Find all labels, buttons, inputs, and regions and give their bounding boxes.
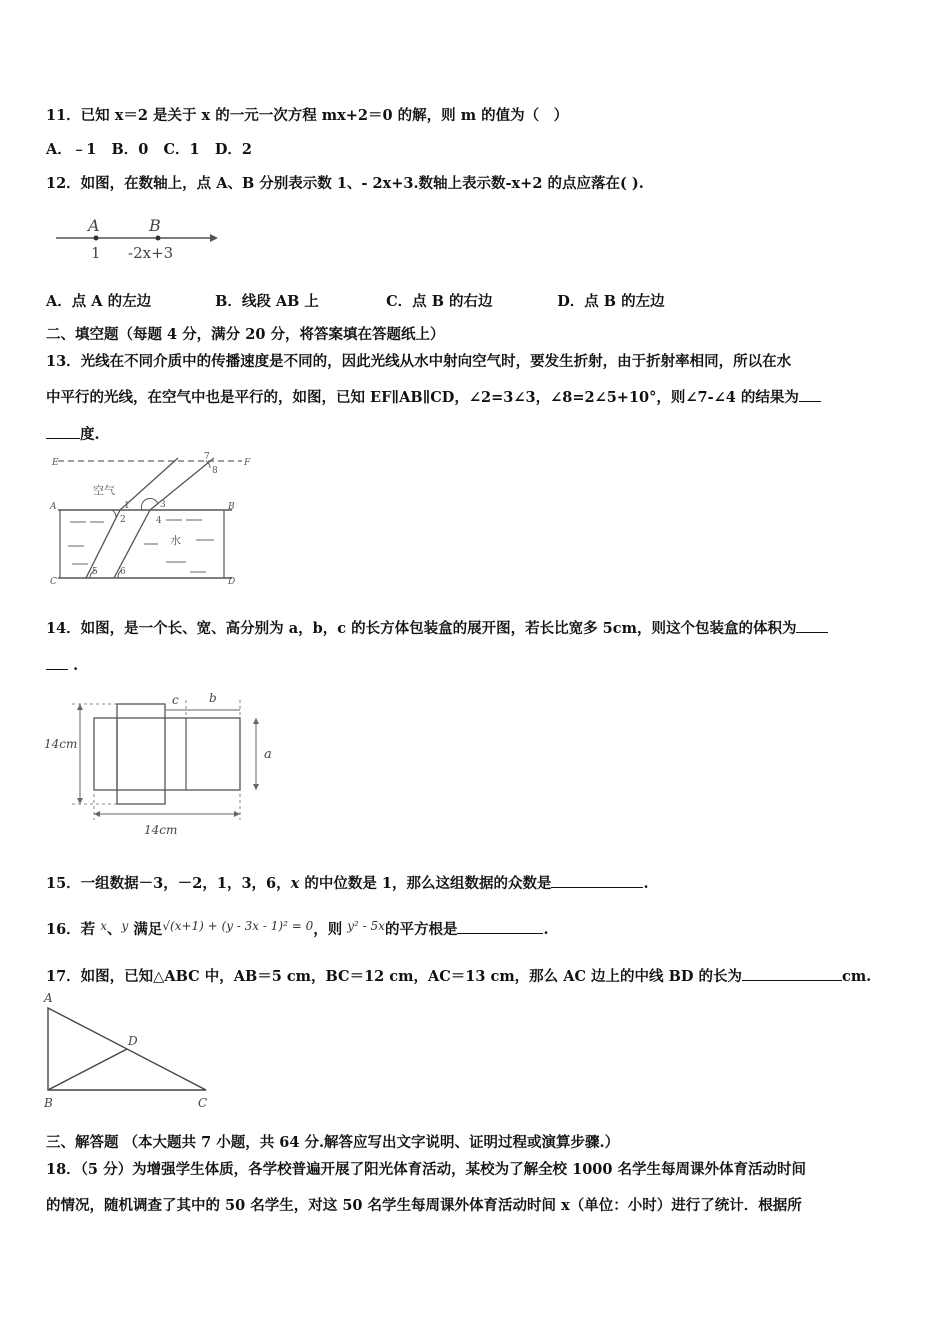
q13-answer-blank[interactable]: [799, 387, 821, 402]
label-width-14cm: 14cm: [144, 823, 178, 837]
angle-4: 4: [156, 516, 162, 526]
label-a: A: [44, 991, 53, 1005]
q16-p2: 满足: [133, 921, 163, 938]
angle-7: 7: [204, 452, 210, 462]
q13-unit: 度.: [80, 426, 100, 443]
q18-line2: 的情况，随机调查了其中的 50 名学生，对这 50 名学生每周课外体育活动时间 x（单位：小时）进行了统计．根据所: [46, 1197, 802, 1214]
q16-expression: y² - 5x: [347, 919, 385, 933]
label-c: C: [50, 577, 57, 587]
q13-line2-wrap: [46, 386, 821, 407]
q11-option-a[interactable]: A．﹣1: [46, 141, 97, 158]
q16-var-y: y: [121, 919, 129, 933]
q16-answer-blank[interactable]: [457, 919, 543, 934]
angle-3: 3: [160, 500, 166, 510]
label-a: A: [88, 216, 100, 235]
section2-title: 二、填空题（每题 4 分，满分 20 分，将答案填在答题纸上）: [46, 326, 445, 343]
angle-1: 1: [124, 501, 130, 511]
net-tall-face: [117, 704, 165, 804]
q13-refraction-figure: [46, 452, 251, 588]
q12-number-line-figure: [52, 214, 222, 266]
number-line-arrow-icon: [210, 234, 218, 242]
label-a: a: [264, 747, 272, 762]
q12-option-a[interactable]: A．点 A 的左边: [46, 293, 152, 310]
label-c: C: [198, 1096, 208, 1110]
q13-line2: 中平行的光线，在空气中也是平行的，如图，已知 EF∥AB∥CD，∠2=3∠3，∠8=2∠5+10°，则∠7-∠4 的结果为: [46, 389, 799, 406]
label-height-14cm: 14cm: [44, 737, 78, 751]
q12-option-c[interactable]: C．点 B 的右边: [386, 293, 493, 310]
label-air: 空气: [93, 484, 115, 497]
net-strip: [94, 718, 240, 790]
q14-line2: [46, 655, 78, 674]
label-c: c: [172, 693, 179, 707]
q17-unit: cm.: [841, 968, 872, 985]
q16-stem: [46, 918, 549, 939]
q17-stem-wrap: [46, 965, 871, 986]
q13-line1: 13．光线在不同介质中的传播速度是不同的，因此光线从水中射向空气时，要发生折射，由于折射率相同，所以在水: [46, 353, 792, 370]
q15-suffix: 的中位数是 1，那么这组数据的众数是: [299, 875, 552, 892]
q11-options: [46, 138, 252, 159]
q14-answer-blank[interactable]: [796, 618, 828, 633]
q14-period: .: [73, 657, 79, 674]
angle-6: 6: [120, 567, 126, 577]
label-d: D: [228, 577, 236, 587]
angle-2: 2: [120, 515, 126, 525]
angle-5: 5: [92, 567, 98, 577]
q14-answer-blank-cont[interactable]: [46, 655, 68, 670]
q15-end: .: [643, 875, 649, 892]
q12-stem: 12．如图，在数轴上，点 A、B 分别表示数 1、- 2x+3.数轴上表示数-x+2 的点应落在( ).: [46, 175, 644, 192]
q15-answer-blank[interactable]: [551, 873, 643, 888]
q17-answer-blank[interactable]: [742, 966, 842, 981]
q16-sep: 、: [107, 921, 122, 938]
label-b: b: [209, 691, 217, 705]
point-a-dot: [94, 236, 99, 241]
q12-option-d[interactable]: D．点 B 的左边: [557, 293, 665, 310]
q18-line1: 18．（5 分）为增强学生体质，各学校普遍开展了阳光体育活动，某校为了解全校 1000 名学生每周课外体育活动时间: [46, 1161, 807, 1178]
point-b-dot: [156, 236, 161, 241]
q14-line1: 14．如图，是一个长、宽、高分别为 a，b，c 的长方体包装盒的展开图，若长比宽多 5cm，则这个包装盒的体积为: [46, 620, 797, 637]
label-e: E: [52, 458, 59, 468]
q17-triangle-figure: [42, 990, 218, 1112]
label-f: F: [244, 458, 251, 468]
q15-prefix: 15．一组数据－3，－2，1，3，6，: [46, 875, 291, 892]
q17-stem: 17．如图，已知△ABC 中，AB＝5 cm，BC＝12 cm，AC＝13 cm，那么 AC 边上的中线 BD 的长为: [46, 968, 742, 985]
q11-option-d[interactable]: D．2: [214, 141, 252, 158]
q15-stem: [46, 872, 649, 893]
q15-var-x: x: [290, 875, 300, 892]
q16-equation: √(x+1) + (y - 3x - 1)² = 0: [162, 919, 314, 933]
q14-line1-wrap: [46, 617, 828, 638]
q16-p4: 的平方根是: [384, 921, 458, 938]
q16-end: .: [543, 921, 549, 938]
q16-p1: 16．若: [46, 921, 96, 938]
q11-option-b[interactable]: B．0: [111, 141, 149, 158]
label-a: A: [50, 502, 57, 512]
label-b: B: [228, 502, 235, 512]
q16-var-x: x: [100, 919, 108, 933]
label-one: 1: [91, 244, 101, 262]
label-b: B: [44, 1096, 53, 1110]
q11-option-c[interactable]: C．1: [163, 141, 200, 158]
q12-option-b[interactable]: B．线段 AB 上: [215, 293, 319, 310]
label-d: D: [128, 1034, 138, 1048]
q13-line3: [46, 423, 100, 444]
label-water: 水: [170, 534, 181, 547]
label-minus-2x-plus-3: -2x+3: [128, 244, 174, 262]
label-b: B: [149, 216, 161, 235]
angle-8: 8: [212, 466, 218, 476]
q16-p3: ，则: [313, 921, 343, 938]
q14-box-net-figure: [44, 690, 284, 842]
median-bd: [48, 1049, 127, 1090]
q13-answer-blank-cont[interactable]: [46, 424, 80, 439]
section3-title: 三、解答题 （本大题共 7 小题，共 64 分.解答应写出文字说明、证明过程或演算步骤.）: [46, 1134, 620, 1151]
q11-stem: 11．已知 x＝2 是关于 x 的一元一次方程 mx+2＝0 的解，则 m 的值为（ ）: [46, 107, 569, 124]
q12-options: [46, 290, 665, 311]
